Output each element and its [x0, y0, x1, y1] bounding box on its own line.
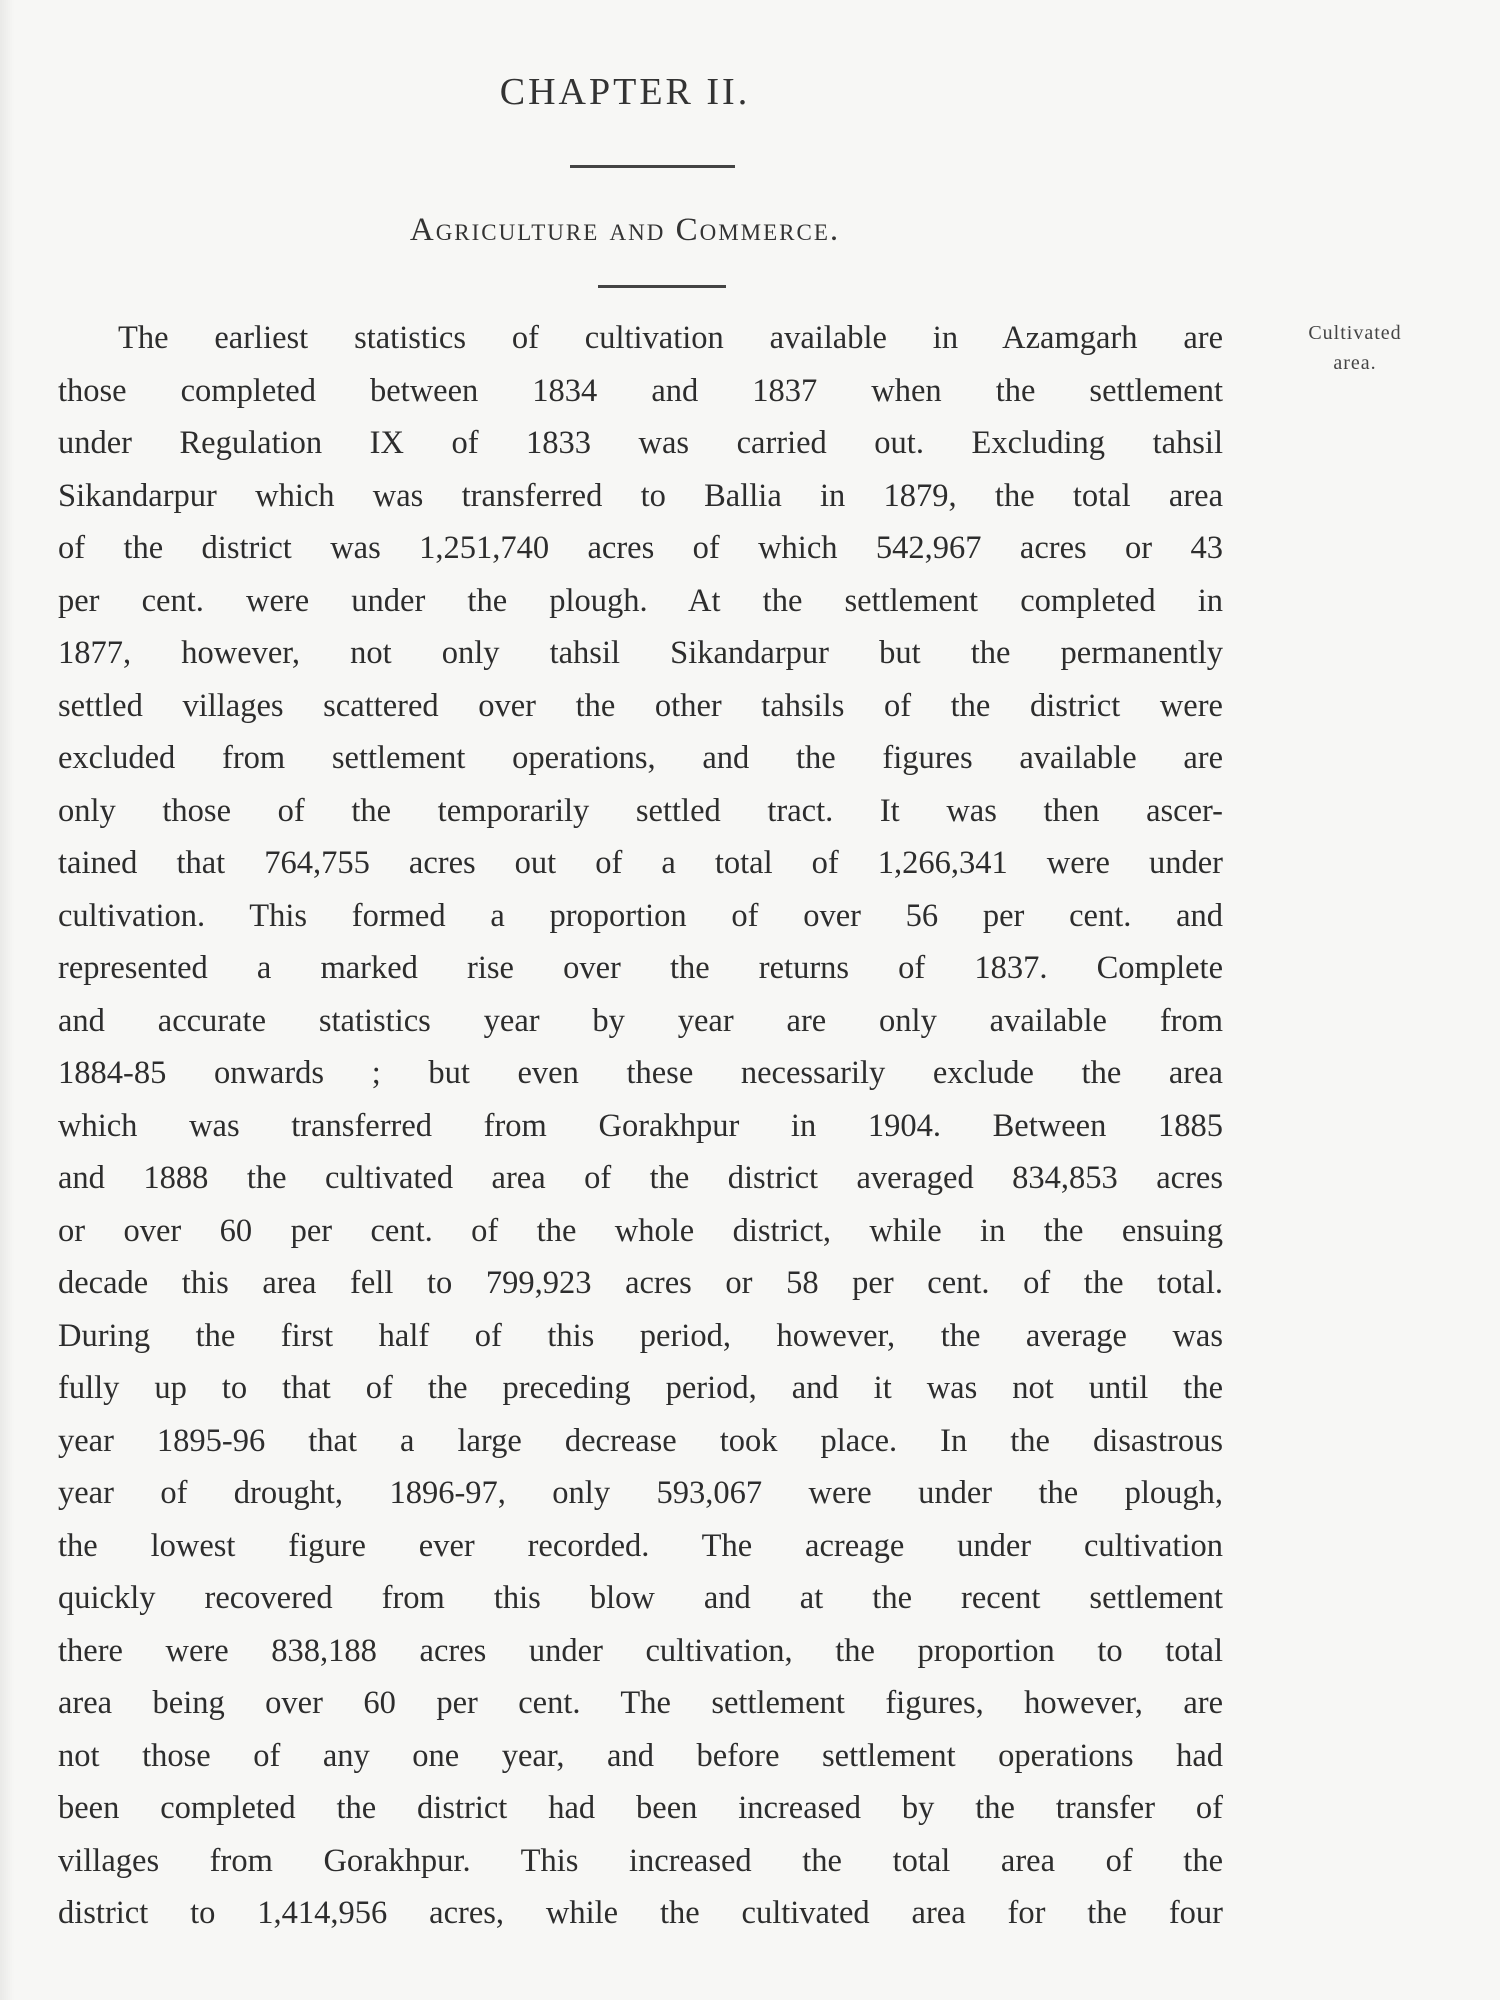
text-line: excluded from settlement operations, and the figures available are [58, 740, 1223, 776]
text-line: under Regulation IX of 1833 was carried out. Excluding tahsil [58, 425, 1223, 461]
text-line: 1877, however, not only tahsil Sikandarpur but the permanently [58, 635, 1223, 671]
body-paragraph [58, 312, 1223, 1940]
text-line: The earliest statistics of cultivation available in Azamgarh are [118, 320, 1223, 356]
text-line: district to 1,414,956 acres, while the cultivated area for the four [58, 1895, 1223, 1931]
marginal-note-line: Cultivated [1308, 322, 1402, 344]
text-line: Sikandarpur which was transferred to Ballia in 1879, the total area [58, 477, 1223, 514]
text-line: been completed the district had been increased by the transfer of [58, 1790, 1223, 1826]
marginal-note-line: area. [1333, 352, 1377, 374]
heading-divider-rule [570, 165, 735, 168]
text-line: per cent. were under the plough. At the settlement completed in [58, 582, 1223, 619]
text-line: there were 838,188 acres under cultivation, the proportion to total [58, 1632, 1223, 1669]
text-line: only those of the temporarily settled tract. It was then ascer- [58, 792, 1223, 829]
text-line: quickly recovered from this blow and at the recent settlement [58, 1580, 1223, 1616]
text-line: year of drought, 1896-97, only 593,067 were under the plough, [58, 1475, 1223, 1511]
text-line: settled villages scattered over the other tahsils of the district were [58, 687, 1223, 724]
text-line: cultivation. This formed a proportion of over 56 per cent. and [58, 897, 1223, 934]
text-line: or over 60 per cent. of the whole district, while in the ensuing [58, 1212, 1223, 1249]
marginal-note [1270, 318, 1440, 378]
text-line: During the first half of this period, however, the average was [58, 1317, 1223, 1354]
section-heading: Agriculture and Commerce. [409, 212, 841, 248]
text-line: and accurate statistics year by year are only available from [58, 1002, 1223, 1039]
text-line: villages from Gorakhpur. This increased the total area of the [58, 1842, 1223, 1879]
text-line: represented a marked rise over the returns of 1837. Complete [58, 950, 1223, 986]
text-line: year 1895-96 that a large decrease took place. In the disastrous [58, 1422, 1223, 1459]
text-line: tained that 764,755 acres out of a total of 1,266,341 were under [58, 845, 1223, 881]
text-line: of the district was 1,251,740 acres of which 542,967 acres or 43 [58, 530, 1223, 566]
chapter-heading: CHAPTER II. [499, 71, 751, 113]
text-line: 1884-85 onwards ; but even these necessarily exclude the area [58, 1055, 1223, 1091]
section-divider-rule [598, 285, 726, 288]
text-line: which was transferred from Gorakhpur in 1904. Between 1885 [58, 1107, 1223, 1144]
text-line: area being over 60 per cent. The settlement figures, however, are [58, 1685, 1223, 1721]
text-line: fully up to that of the preceding period, and it was not until the [58, 1370, 1223, 1406]
page-gutter-shadow [0, 0, 14, 2000]
text-line: decade this area fell to 799,923 acres or 58 per cent. of the total. [58, 1265, 1223, 1301]
text-line: not those of any one year, and before settlement operations had [58, 1737, 1223, 1774]
text-line: the lowest figure ever recorded. The acreage under cultivation [58, 1527, 1223, 1564]
text-line: and 1888 the cultivated area of the district averaged 834,853 acres [58, 1160, 1223, 1196]
text-line: those completed between 1834 and 1837 when the settlement [58, 372, 1223, 409]
